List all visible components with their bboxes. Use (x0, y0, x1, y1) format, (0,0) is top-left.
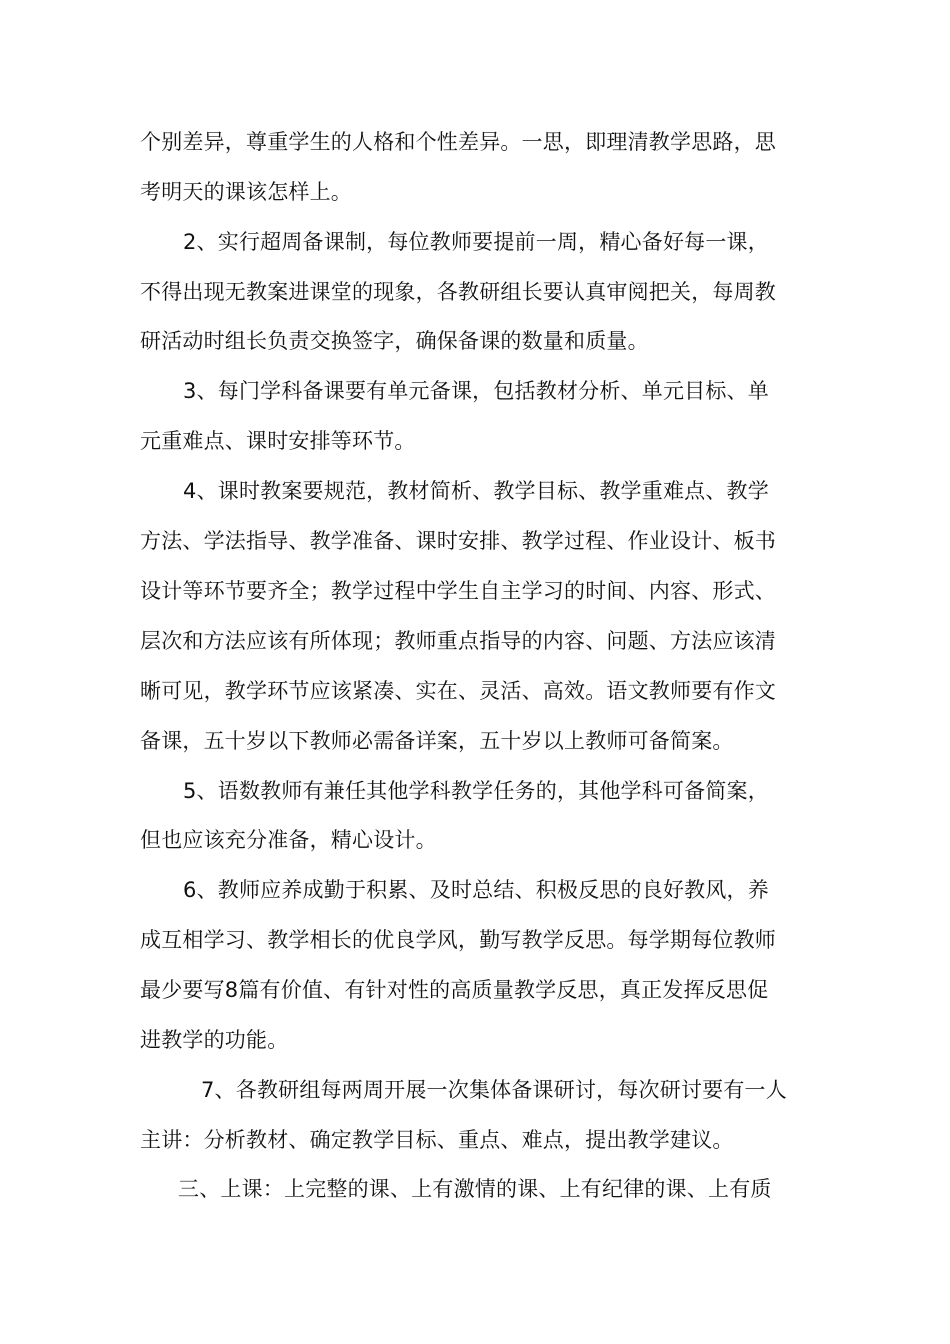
text-line: 3、每门学科备课要有单元备课，包括教材分析、单元目标、单 (183, 379, 769, 403)
text-line: 7、各教研组每两周开展一次集体备课研讨，每次研讨要有一人 (201, 1078, 787, 1102)
text-line: 设计等环节要齐全；教学过程中学生自主学习的时间、内容、形式、 (140, 579, 776, 603)
text-line: 个别差异，尊重学生的人格和个性差异。一思，即理清教学思路，思 (140, 130, 776, 154)
text-line: 备课，五十岁以下教师必需备详案，五十岁以上教师可备简案。 (140, 729, 734, 753)
text-line: 6、教师应养成勤于积累、及时总结、积极反思的良好教风，养 (183, 878, 769, 902)
text-line: 成互相学习、教学相长的优良学风，勤写教学反思。每学期每位教师 (140, 928, 776, 952)
text-line: 方法、学法指导、教学准备、课时安排、教学过程、作业设计、板书 (140, 529, 776, 553)
text-line: 进教学的功能。 (140, 1028, 289, 1052)
text-line: 三、上课：上完整的课、上有激情的课、上有纪律的课、上有质 (178, 1177, 772, 1201)
text-line: 主讲：分析教材、确定教学目标、重点、难点，提出教学建议。 (140, 1128, 734, 1152)
text-line: 晰可见，教学环节应该紧凑、实在、灵活、高效。语文教师要有作文 (140, 679, 776, 703)
text-line: 元重难点、课时安排等环节。 (140, 429, 416, 453)
text-line: 4、课时教案要规范，教材简析、教学目标、教学重难点、教学 (183, 479, 769, 503)
text-line: 5、语数教师有兼任其他学科教学任务的，其他学科可备简案， (183, 779, 769, 803)
text-line: 2、实行超周备课制，每位教师要提前一周，精心备好每一课， (183, 230, 769, 254)
text-line: 但也应该充分准备，精心设计。 (140, 828, 437, 852)
text-line: 层次和方法应该有所体现；教师重点指导的内容、问题、方法应该清 (140, 629, 776, 653)
text-line: 不得出现无教案进课堂的现象，各教研组长要认真审阅把关，每周教 (140, 280, 776, 304)
text-line: 考明天的课该怎样上。 (140, 180, 352, 204)
text-line: 最少要写8篇有价值、有针对性的高质量教学反思，真正发挥反思促 (140, 978, 769, 1002)
text-line: 研活动时组长负责交换签字，确保备课的数量和质量。 (140, 329, 649, 353)
